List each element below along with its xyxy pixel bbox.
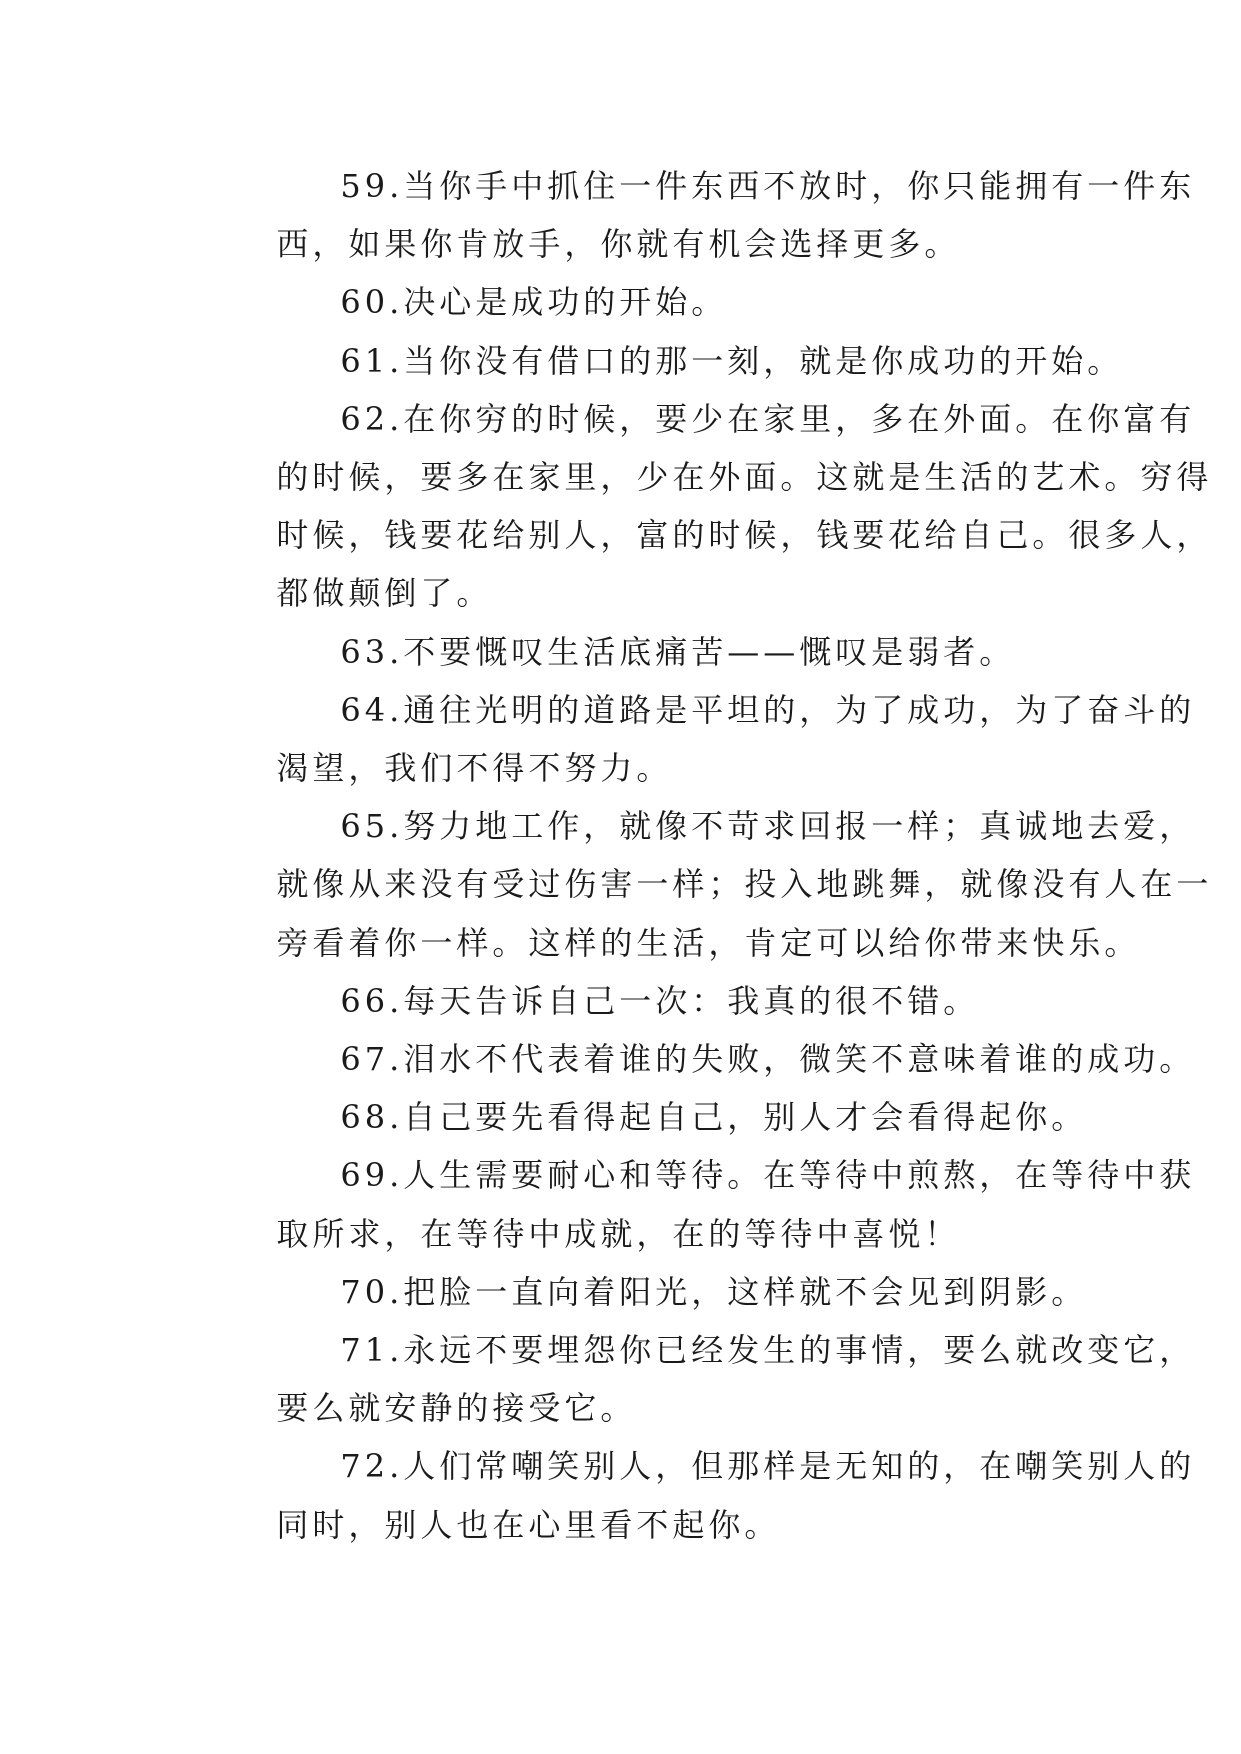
text-line: 66.每天告诉自己一次：我真的很不错。 xyxy=(340,981,980,1020)
text-line: 67.泪水不代表着谁的失败，微笑不意味着谁的成功。 xyxy=(340,1040,1196,1079)
paragraph-62 xyxy=(190,390,1213,623)
paragraph-69 xyxy=(190,1146,1196,1262)
paragraph-64 xyxy=(190,681,1196,797)
paragraph-60 xyxy=(190,273,1060,331)
text-line: 65.努力地工作，就像不苛求回报一样；真诚地去爱， xyxy=(340,807,1196,846)
paragraph-65 xyxy=(190,797,1213,972)
paragraph-66 xyxy=(190,972,1060,1030)
paragraph-68 xyxy=(190,1088,1088,1146)
paragraph-61 xyxy=(190,332,1124,390)
paragraph-70 xyxy=(190,1263,1088,1321)
text-line: 旁看着你一样。这样的生活，肯定可以给你带来快乐。 xyxy=(276,923,1141,962)
text-line: 70.把脸一直向着阳光，这样就不会见到阴影。 xyxy=(340,1272,1088,1311)
paragraph-63 xyxy=(190,623,1060,681)
text-line: 64.通往光明的道路是平坦的，为了成功，为了奋斗的 xyxy=(340,690,1196,729)
text-line: 62.在你穷的时候，要少在家里，多在外面。在你富有 xyxy=(340,399,1196,438)
text-line: 61.当你没有借口的那一刻，就是你成功的开始。 xyxy=(340,341,1124,380)
text-line: 59.当你手中抓住一件东西不放时，你只能拥有一件东 xyxy=(340,167,1196,205)
text-line: 72.人们常嘲笑别人，但那样是无知的，在嘲笑别人的 xyxy=(340,1447,1196,1486)
text-line: 时候，钱要花给别人，富的时候，钱要花给自己。很多人， xyxy=(276,516,1213,555)
text-line: 取所求，在等待中成就，在的等待中喜悦！ xyxy=(276,1214,961,1253)
text-line: 71.永远不要埋怨你已经发生的事情，要么就改变它， xyxy=(340,1331,1196,1370)
paragraph-67 xyxy=(190,1030,1196,1088)
document-body xyxy=(190,157,1213,1554)
paragraph-59 xyxy=(190,157,1196,273)
text-line: 要么就安静的接受它。 xyxy=(276,1389,637,1428)
text-line: 同时，别人也在心里看不起你。 xyxy=(276,1505,781,1544)
text-line: 60.决心是成功的开始。 xyxy=(340,283,728,322)
text-line: 68.自己要先看得起自己，别人才会看得起你。 xyxy=(340,1098,1088,1137)
text-line: 69.人生需要耐心和等待。在等待中煎熬，在等待中获 xyxy=(340,1156,1196,1195)
paragraph-71 xyxy=(190,1321,1196,1437)
text-line: 都做颠倒了。 xyxy=(276,574,493,613)
text-line: 就像从来没有受过伤害一样；投入地跳舞，就像没有人在一 xyxy=(276,865,1213,904)
paragraph-72 xyxy=(190,1437,1196,1553)
text-line: 渴望，我们不得不努力。 xyxy=(276,749,673,788)
text-line: 西，如果你肯放手，你就有机会选择更多。 xyxy=(276,225,961,264)
text-line: 的时候，要多在家里，少在外面。这就是生活的艺术。穷得 xyxy=(276,458,1213,497)
text-line: 63.不要慨叹生活底痛苦——慨叹是弱者。 xyxy=(340,632,1016,671)
